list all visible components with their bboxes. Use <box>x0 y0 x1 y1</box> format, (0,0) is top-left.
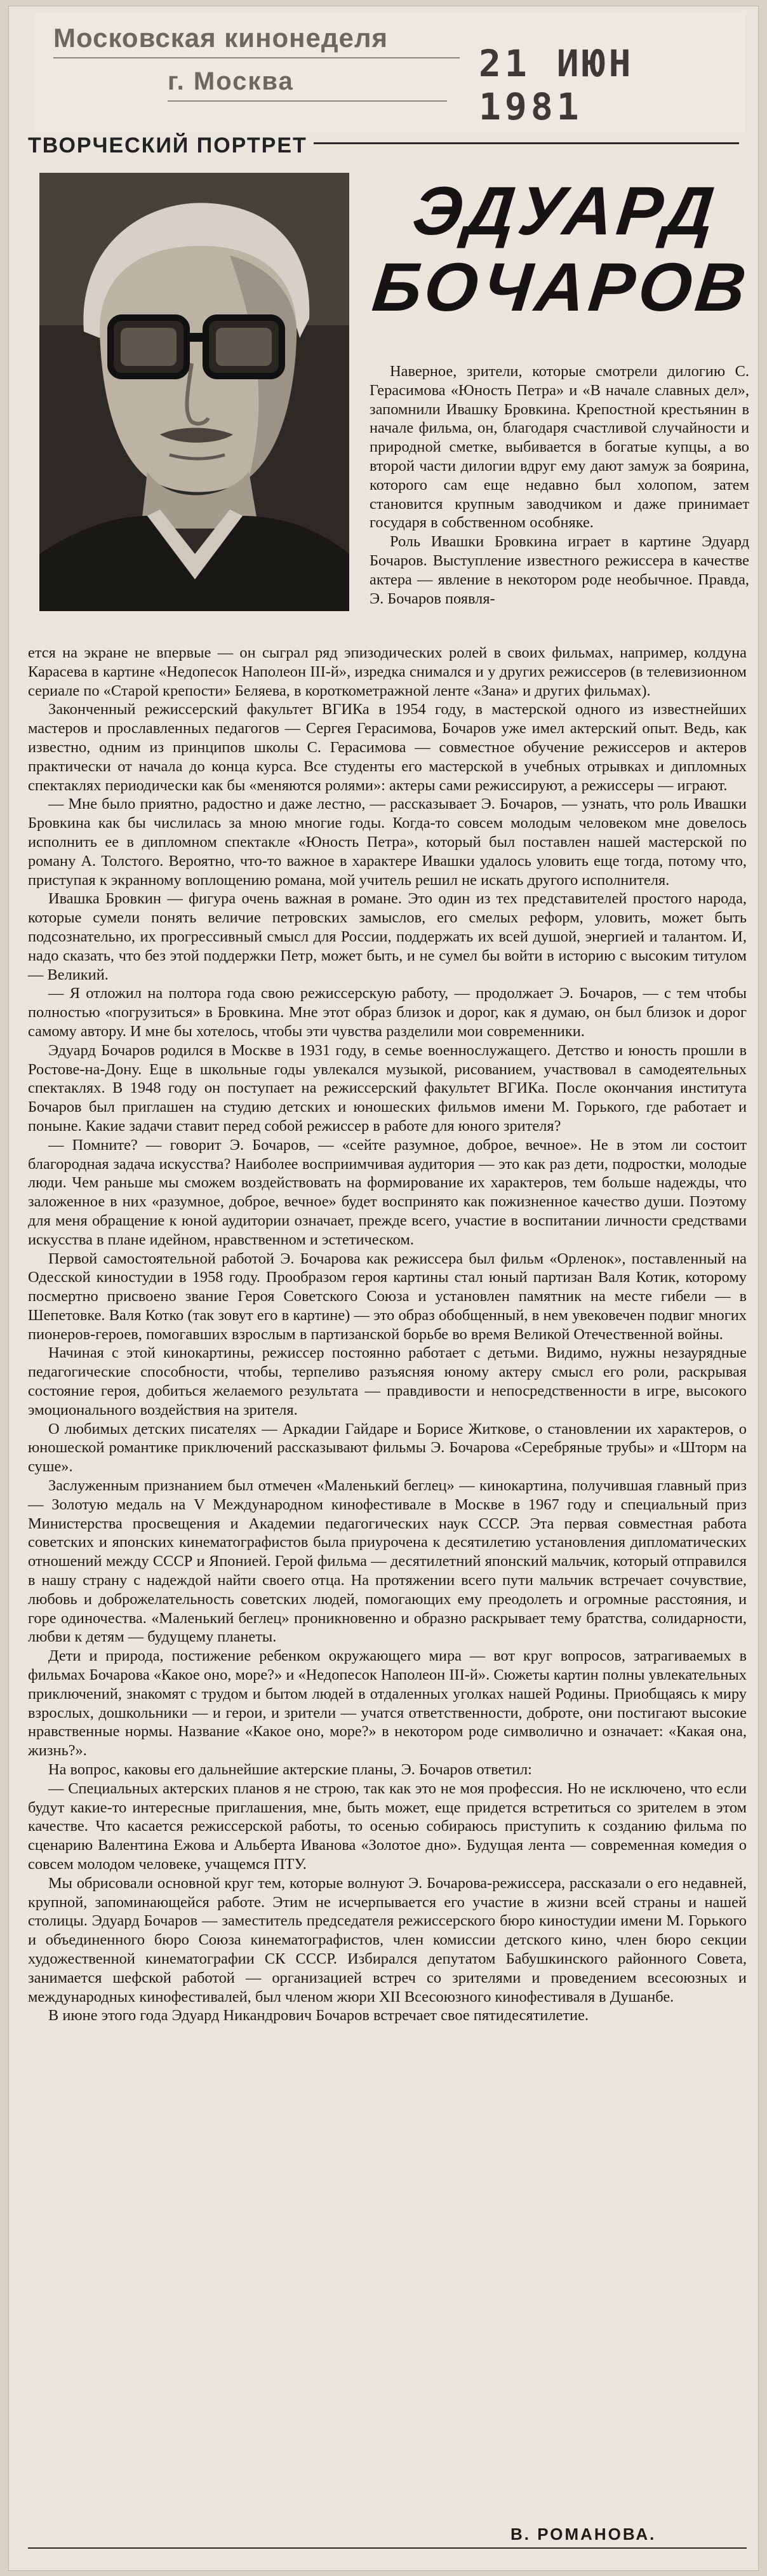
divider <box>53 57 460 58</box>
paragraph: Мы обрисовали основной круг тем, которые волнуют Э. Бочарова-режиссера, рассказали о его недавней, крупной, запоминающейся работе. Этим не исчерпывается его участие в жизни всей страны и нашей столицы. Эдуард Бочаров — заместитель председателя режиссерского бюро киностудии имени М. Горького и объединенного бюро Союза кинематографистов, член комиссии детского кино, член бюро секции художественной кинематографии СК СССР. Избирался депутатом Бабушкинского районного Совета, занимается шефской работой — организацией встреч со зрителями и проведением всесоюзных и международных кинофестивалей, был членом жюри XII Всесоюзного кинофестиваля в Душанбе. <box>28 1874 747 2006</box>
bottom-rule <box>28 2547 747 2549</box>
article-intro-column <box>370 362 749 608</box>
publication-name: Московская кинонеделя <box>53 23 389 53</box>
paragraph: — Мне было приятно, радостно и даже лестно, — рассказывает Э. Бочаров, — узнать, что роль Ивашки Бровкина как бы числилась за мною многие годы. Когда-то совсем молодым человеком мне довелось исполнить ее в дипломном спектакле «Юность Петра», который был поставлен нашей мастерской по роману А. Толстого. Вероятно, что-то важное в характере Ивашки удалось уловить еще тогда, потому что, приступая к экранному воплощению романа, мой учитель решил не искать другого исполнителя. <box>28 795 747 889</box>
paragraph: Дети и природа, постижение ребенком окружающего мира — вот круг вопросов, затрагиваемых в фильмах Бочарова «Какое оно, море?» и «Недопесок Наполеон III-й». Сюжеты картин полны увлекательных приключений, знакомят с трудом и бытом людей в отдаленных уголках нашей Родины. Приобщаясь к миру взрослых, дошкольники — и герои, и зрители — учатся ответственности, доброте, они постигают высокие нравственные нормы. Название «Какое оно, море?» в некотором роде символично и означает: «Какая она, жизнь?». <box>28 1647 747 1760</box>
headline-last-name: БОЧАРОВ <box>369 248 754 325</box>
paragraph: Наверное, зрители, которые смотрели дилогию С. Герасимова «Юность Петра» и «В начале славных дел», запомнили Ивашку Бровкина. Крепостной крестьянин в начале фильма, он, благодаря счастливой случайности и природной сметке, выбивается в богатые купцы, а во второй части дилогии вдруг ему дают замуж за боярина, которого сам еще недавно был холопом, затем становится крупным заводчиком и даже принимает государя в собственном особняке. <box>370 363 749 532</box>
paragraph: Ивашка Бровкин — фигура очень важная в романе. Это один из тех представителей простого народа, которые сумели понять величие петровских замыслов, его смелых реформ, уловить, может быть подсознательно, их прогрессивный смысл для России, поддержать их всей душой, энергией и талантом. И, надо сказать, что без этой поддержки Петр, может быть, и не сумел бы войти в историю с высоким титулом — Великий. <box>28 890 747 983</box>
source-label <box>34 11 745 132</box>
paragraph: Первой самостоятельной работой Э. Бочарова как режиссера был фильм «Орленок», поставленный на Одесской киностудии в 1958 году. Прообразом героя картины стал юный партизан Валя Котик, которому посмертно присвоено звание Героя Советского Союза и установлен памятник на месте гибели — в Шепетовке. Валя Котко (так зовут его в картине) — это образ обобщенный, в нем увековечен подвиг многих пионеров-героев, помогавших взрослым в партизанской борьбе во время Великой Отечественной войны. <box>28 1250 747 1343</box>
author-signature: В. РОМАНОВА. <box>510 2525 657 2544</box>
paragraph: Заслуженным признанием был отмечен «Маленький беглец» — кинокартина, получившая главный приз — Золотую медаль на V Международном кинофестивале в Москве в 1967 году и специальный приз Министерства просвещения и Академии педагогических наук СССР. Эта первая совместная работа советских и японских кинематографистов была приурочена к десятилетию установления дипломатических отношений между СССР и Японией. Герой фильма — десятилетний японский мальчик, который отправился в нашу страну с надеждой найти своего отца. На протяжении всего пути мальчик встречает сочувствие, любовь и доброжелательность советских людей, помогающих ему преодолеть и огромные расстояния, и горе одиночества. «Маленький беглец» проникновенно и образно раскрывает тему братства, солидарности, любви к детям — будущему планеты. <box>28 1477 747 1646</box>
paragraph: Начиная с этой кинокартины, режиссер постоянно работает с детьми. Видимо, нужны незаурядные педагогические способности, чтобы, терпеливо разъясняя юному актеру смысл его роли, раскрывая состояние героя, добиться желаемого результата — правдивости и непосредственности в игре, высокого эмоционального воздействия на зрителя. <box>28 1344 747 1419</box>
portrait-photo-icon <box>39 173 349 611</box>
publication-city: г. Москва <box>168 67 294 95</box>
article-body <box>28 644 747 2025</box>
newspaper-clipping <box>9 6 758 2570</box>
paragraph: — Помните? — говорит Э. Бочаров, — «сейте разумное, доброе, вечное». Не в этом ли состоит благородная задача искусства? Наиболее восприимчивая аудитория — это как раз дети, подростки, молодые люди. Чем раньше мы сможем воздействовать на формирование их характеров, тем больше надежды, что заложенное в них «разумное, доброе, вечное» будет воспринято как пожизненное качество души. Поэтому для меня обращение к юной аудитории означает, прежде всего, участие в воспитании личности средствами искусства в плане идейном, нравственном и эстетическом. <box>28 1136 747 1248</box>
article-headline <box>369 173 753 325</box>
paragraph: В июне этого года Эдуард Никандрович Бочаров встречает свое пятидесятилетие. <box>48 2007 589 2025</box>
portrait-photo <box>39 173 349 611</box>
paragraph: — Специальных актерских планов я не строю, так как это не моя профессия. Но не исключено, что если будут какие-то интересные приглашения, мне, быть может, еще придется встретиться со зрителем в этом качестве. Что касается режиссерской работы, то осенью собираюсь приступить к созданию фильма по сценарию Валентина Ежова и Альберта Иванова «Золотое дно». Будущая лента — современная комедия о совсем молодом человеке, учащемся ПТУ. <box>28 1779 747 1873</box>
paragraph: На вопрос, каковы его дальнейшие актерские планы, Э. Бочаров ответил: <box>48 1761 532 1779</box>
paragraph: О любимых детских писателях — Аркадии Гайдаре и Борисе Житкове, о становлении их характеров, о юношеской романтике приключений рассказывают фильмы Э. Бочарова «Серебряные трубы» и «Шторм на суше». <box>28 1420 747 1476</box>
paragraph: ется на экране не впервые — он сыграл ряд эпизодических ролей в своих фильмах, например, колдуна Карасева в картине «Недопесок Наполеон III-й», изредка снимался и у других режиссеров (в телевизионном сериале по «Старой крепости» Беляева, в короткометражной ленте «Зана» и других фильмах). <box>28 644 747 699</box>
paragraph: Эдуард Бочаров родился в Москве в 1931 году, в семье военнослужащего. Детство и юность прошли в Ростове-на-Дону. Еще в школьные годы увлекался музыкой, рисованием, участвовал в самодеятельных спектаклях. В 1948 году он поступает на режиссерский факультет ВГИКа. После окончания института Бочаров был приглашен на студию детских и юношеских фильмов имени М. Горького, где работает и поныне. Какие задачи ставит перед собой режиссер в работе для юного зрителя? <box>28 1041 747 1135</box>
rubric: ТВОРЧЕСКИЙ ПОРТРЕТ <box>28 133 314 158</box>
divider <box>168 100 447 102</box>
date-stamp: 21 ИЮН 1981 <box>479 42 635 128</box>
paragraph: Роль Ивашки Бровкина играет в картине Эдуард Бочаров. Выступление известного режиссера в качестве актера — явление в некотором роде необычное. Правда, Э. Бочаров появля- <box>370 533 749 607</box>
headline-first-name: ЭДУАРД <box>409 172 722 249</box>
paragraph: — Я отложил на полтора года свою режиссерскую работу, — продолжает Э. Бочаров, — с тем чтобы полностью «погрузиться» в Бровкина. Мне этот образ близок и дорог, как я думаю, он был близок и дорог самому автору. И мне бы хотелось, чтобы эти чувства разделили мои современники. <box>28 985 747 1040</box>
paragraph: Законченный режиссерский факультет ВГИКа в 1954 году, в мастерской одного из известнейших мастеров и прославленных педагогов — Сергея Герасимова, Бочаров уже имел актерский опыт. Ведь, как известно, одним из принципов школы С. Герасимова — совместное обучение режиссеров и актеров практически от начала до конца курса. Все студенты его мастерской в учебных отрывках и дипломных спектаклях периодически как бы «меняются ролями»: актеры сами режиссируют, а режиссеры — играют. <box>28 701 747 794</box>
